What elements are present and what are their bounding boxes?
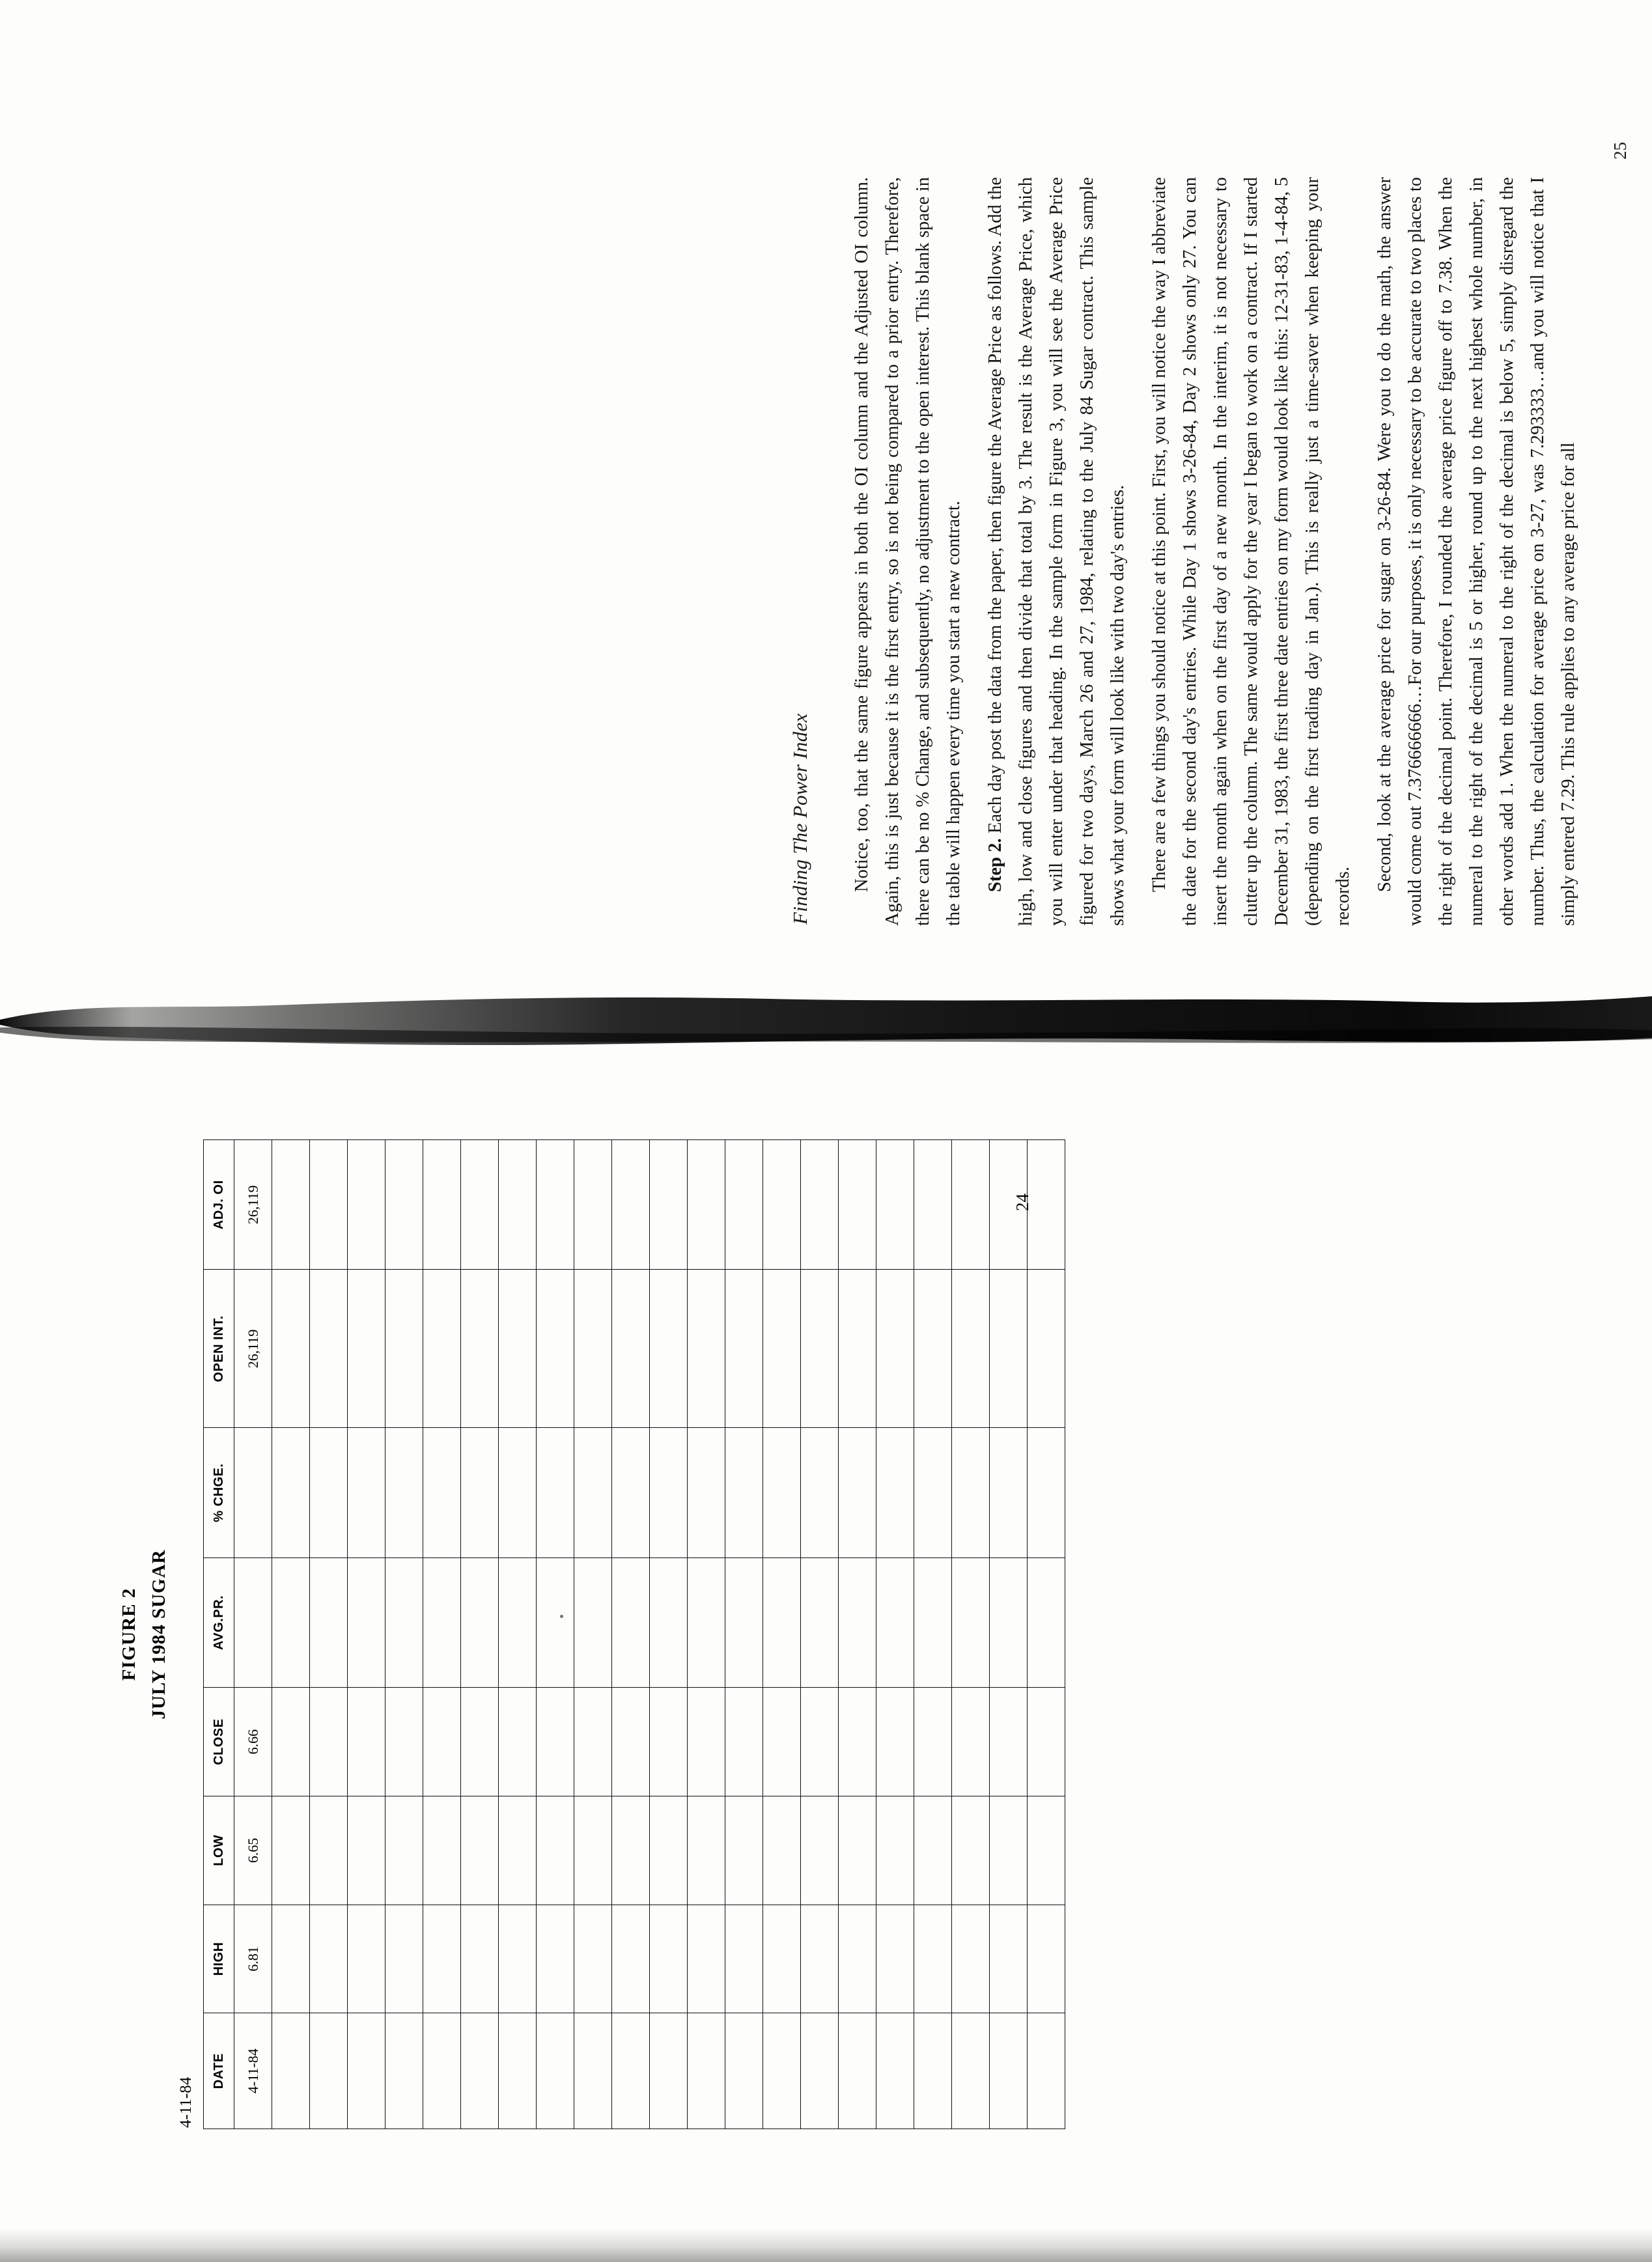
table-cell: 6.65 [234, 1796, 272, 1905]
table-cell [876, 1905, 914, 2013]
table-cell [612, 1557, 650, 1687]
table-cell [537, 2013, 574, 2129]
table-cell [801, 1688, 839, 1796]
table-cell [423, 1905, 461, 2013]
col-header-adjusted-oi: ADJ. OI [204, 1140, 234, 1270]
table-cell [839, 1140, 876, 1270]
table-cell [348, 1796, 385, 1905]
table-row [725, 1140, 763, 2129]
table-cell [839, 1796, 876, 1905]
table-cell [725, 1428, 763, 1557]
table-cell [272, 1557, 310, 1687]
table-row [272, 1140, 310, 2129]
table-cell [688, 1688, 725, 1796]
table-row [876, 1140, 914, 2129]
table-cell [310, 1270, 348, 1428]
table-row [348, 1140, 385, 2129]
table-cell [348, 1270, 385, 1428]
table-cell [612, 1688, 650, 1796]
table-cell [612, 2013, 650, 2129]
page-number-25: 25 [1610, 142, 1630, 160]
table-cell [763, 1557, 801, 1687]
table-cell [1028, 1796, 1065, 1905]
col-header-date: DATE [204, 2013, 234, 2129]
table-cell [725, 1688, 763, 1796]
table-cell [990, 1557, 1028, 1687]
table-cell [650, 1557, 688, 1687]
table-cell [763, 1796, 801, 1905]
text-page-rotated-container [785, 7, 1652, 970]
figure-page [104, 1100, 1120, 2168]
table-cell [385, 1140, 423, 1270]
table-cell [801, 1428, 839, 1557]
table-cell [423, 1140, 461, 1270]
table-cell [763, 2013, 801, 2129]
table-cell [914, 1270, 952, 1428]
paragraph-1: Notice, too, that the same figure appears in both the OI column and the Adjusted OI column. Again, this is just because it is the first entry, so is not being compared to a prior entry. Therefore, there can be no % Change, and subsequently, no adjustment to the open interest. This blank space in the table will happen every time you start a new contract. [852, 177, 964, 926]
table-cell [310, 1796, 348, 1905]
table-cell [725, 1557, 763, 1687]
table-cell [461, 1557, 499, 1687]
table-cell [348, 1905, 385, 2013]
table-cell [272, 2013, 310, 2129]
col-header-open-interest: OPEN INT. [204, 1270, 234, 1428]
table-cell [385, 1428, 423, 1557]
table-cell [499, 1270, 537, 1428]
table-cell [537, 1557, 574, 1687]
table-row [537, 1140, 574, 2129]
table-cell [725, 1796, 763, 1905]
table-cell: 6.66 [234, 1688, 272, 1796]
table-row [234, 1140, 272, 2129]
table-cell [914, 1140, 952, 1270]
table-cell [348, 1557, 385, 1687]
table-cell [1028, 1688, 1065, 1796]
table-cell [234, 1428, 272, 1557]
table-cell [914, 1796, 952, 1905]
table-cell [423, 2013, 461, 2129]
table-cell [688, 1557, 725, 1687]
table-cell [272, 1270, 310, 1428]
table-row [423, 1140, 461, 2129]
table-cell [612, 1270, 650, 1428]
table-cell [537, 1905, 574, 2013]
step2-label: Step 2. [985, 838, 1005, 892]
ledger-body [234, 1140, 1065, 2129]
table-cell [461, 1688, 499, 1796]
table-cell [688, 1905, 725, 2013]
page-number-24: 24 [1013, 1194, 1032, 1211]
table-cell [461, 1270, 499, 1428]
table-cell [763, 1905, 801, 2013]
table-cell [914, 1688, 952, 1796]
table-row [688, 1140, 725, 2129]
table-cell [801, 1140, 839, 1270]
figure-subtitle: JULY 1984 SUGAR [148, 1549, 169, 1720]
table-cell [650, 1796, 688, 1905]
table-cell [499, 2013, 537, 2129]
table-cell [801, 1270, 839, 1428]
table-row [310, 1140, 348, 2129]
table-cell [499, 1428, 537, 1557]
table-cell [725, 1270, 763, 1428]
col-header-close: CLOSE [204, 1688, 234, 1796]
table-cell [574, 2013, 612, 2129]
table-row [914, 1140, 952, 2129]
body-text-column [847, 177, 1584, 926]
table-cell [499, 1905, 537, 2013]
table-cell [650, 1905, 688, 2013]
table-cell [1028, 1428, 1065, 1557]
table-cell [461, 1140, 499, 1270]
table-row [801, 1140, 839, 2129]
paragraph-2 [980, 177, 1133, 926]
table-cell [801, 2013, 839, 2129]
table-cell [688, 2013, 725, 2129]
table-cell [310, 1428, 348, 1557]
table-cell [650, 1428, 688, 1557]
table-cell [839, 1428, 876, 1557]
table-cell [537, 1270, 574, 1428]
table-cell [650, 2013, 688, 2129]
table-cell [310, 1688, 348, 1796]
table-cell [839, 1905, 876, 2013]
table-cell [499, 1557, 537, 1687]
table-cell [385, 2013, 423, 2129]
table-cell [650, 1270, 688, 1428]
table-cell [423, 1557, 461, 1687]
table-cell [990, 1428, 1028, 1557]
table-cell [423, 1270, 461, 1428]
table-cell [952, 1140, 990, 1270]
table-cell [499, 1688, 537, 1796]
table-cell [1028, 1140, 1065, 1270]
table-row [499, 1140, 537, 2129]
ledger-header [204, 1140, 234, 2129]
table-cell [499, 1796, 537, 1905]
table-row [461, 1140, 499, 2129]
table-cell [1028, 1270, 1065, 1428]
table-cell [461, 2013, 499, 2129]
table-cell [385, 1796, 423, 1905]
table-cell [876, 1428, 914, 1557]
table-cell [914, 1428, 952, 1557]
table-cell [385, 1688, 423, 1796]
table-cell [688, 1796, 725, 1905]
table-cell: 6.81 [234, 1905, 272, 2013]
text-page [785, 7, 1652, 970]
paragraph-2-text: Each day post the data from the paper, then figure the Average Price as follows. Add the high, low and close figures and then divide that total by 3. The result is the Average Price, which you will enter under that heading. In the sample form in Figure 3, you will see the Average Price figured for two days, March 26 and 27, 1984, relating to the July 84 Sugar contract. This sample shows what your form will look like with two day's entries. [985, 177, 1128, 926]
table-cell [763, 1270, 801, 1428]
table-cell [725, 2013, 763, 2129]
sugar-ledger-table [203, 1139, 1065, 2129]
table-cell [272, 1905, 310, 2013]
scan-speck [560, 1615, 563, 1618]
table-cell [574, 1905, 612, 2013]
header-row [204, 1140, 234, 2129]
table-cell [574, 1688, 612, 1796]
table-cell [876, 2013, 914, 2129]
table-cell [385, 1905, 423, 2013]
running-head: Finding The Power Index [789, 713, 811, 925]
table-cell [423, 1688, 461, 1796]
table-cell [801, 1796, 839, 1905]
table-cell [952, 1270, 990, 1428]
table-cell [688, 1270, 725, 1428]
table-cell [272, 1428, 310, 1557]
table-row [612, 1140, 650, 2129]
table-cell [612, 1796, 650, 1905]
col-header-high: HIGH [204, 1905, 234, 2013]
table-cell [310, 2013, 348, 2129]
table-cell [461, 1428, 499, 1557]
table-cell: 26,119 [234, 1270, 272, 1428]
col-header-pct-change: % CHGE. [204, 1428, 234, 1557]
table-cell [310, 1905, 348, 2013]
table-cell [423, 1428, 461, 1557]
table-cell [1028, 1905, 1065, 2013]
table-cell [876, 1270, 914, 1428]
table-cell [763, 1140, 801, 1270]
table-row [385, 1140, 423, 2129]
table-cell [461, 1905, 499, 2013]
table-cell [574, 1270, 612, 1428]
table-cell [272, 1796, 310, 1905]
table-cell [537, 1688, 574, 1796]
table-cell [952, 1428, 990, 1557]
table-row [574, 1140, 612, 2129]
table-cell [952, 1905, 990, 2013]
table-cell [876, 1796, 914, 1905]
table-cell [348, 2013, 385, 2129]
table-cell [801, 1905, 839, 2013]
table-row [952, 1140, 990, 2129]
table-cell [310, 1557, 348, 1687]
table-cell [574, 1557, 612, 1687]
table-cell [839, 2013, 876, 2129]
table-cell [914, 1905, 952, 2013]
table-row [990, 1140, 1028, 2129]
table-cell [952, 1796, 990, 1905]
table-cell [876, 1688, 914, 1796]
table-cell [914, 2013, 952, 2129]
table-cell [1028, 2013, 1065, 2129]
table-cell [348, 1428, 385, 1557]
table-cell [914, 1557, 952, 1687]
table-cell [876, 1140, 914, 1270]
table-cell [1028, 1557, 1065, 1687]
table-cell [688, 1428, 725, 1557]
table-cell [499, 1140, 537, 1270]
table-cell [537, 1140, 574, 1270]
table-cell [763, 1428, 801, 1557]
table-cell [612, 1140, 650, 1270]
figure-title: FIGURE 2 [119, 1587, 139, 1681]
table-cell [839, 1270, 876, 1428]
table-cell [385, 1557, 423, 1687]
table-cell [952, 2013, 990, 2129]
table-cell [348, 1688, 385, 1796]
table-cell [990, 1796, 1028, 1905]
table-cell [876, 1557, 914, 1687]
table-cell [725, 1140, 763, 1270]
col-header-low: LOW [204, 1796, 234, 1905]
figure-page-rotated-container [104, 1100, 1120, 2168]
page-bottom-shadow [0, 2228, 1652, 2262]
table-cell [990, 1270, 1028, 1428]
col-header-avg-price: AVG.PR. [204, 1557, 234, 1687]
table-cell [537, 1428, 574, 1557]
table-cell [650, 1140, 688, 1270]
table-cell [763, 1688, 801, 1796]
table-cell [990, 1688, 1028, 1796]
table-cell [990, 1905, 1028, 2013]
table-row [650, 1140, 688, 2129]
table-row [763, 1140, 801, 2129]
figure-corner-label: 4-11-84 [177, 2076, 195, 2128]
table-cell [725, 1905, 763, 2013]
table-cell [461, 1796, 499, 1905]
table-cell [574, 1796, 612, 1905]
table-cell [612, 1905, 650, 2013]
table-cell [650, 1688, 688, 1796]
table-cell [272, 1140, 310, 1270]
table-cell [272, 1688, 310, 1796]
paragraph-4: Second, look at the average price for sugar on 3-26-84. Were you to do the math, the answer would come out 7.376666666…For our purposes, it is only necessary to be accurate to two places to the right of the decimal point. Therefore, I rounded the average price figure off to 7.38. When the numeral to the right of the decimal is 5 or higher, round up to the next highest whole number, in other words add 1. When the numeral to the right of the decimal is below 5, simply disregard the number. Thus, the calculation for average price on 3-27, was 7.293333…and you will notice that I simply entered 7.29. This rule applies to any average price for all [1375, 177, 1578, 926]
table-cell [348, 1140, 385, 1270]
table-cell [385, 1270, 423, 1428]
table-cell: 4-11-84 [234, 2013, 272, 2129]
table-cell [612, 1428, 650, 1557]
table-cell [234, 1557, 272, 1687]
table-row [1028, 1140, 1065, 2129]
table-cell [537, 1796, 574, 1905]
paragraph-3: There are a few things you should notice at this point. First, you will notice the way I abbreviate the date for the second day's entries. While Day 1 shows 3-26-84, Day 2 shows only 27. You can insert the month again when on the first day of a new month. In the interim, it is not necessary to clutter up the column. The same would apply for the year I began to work on a contract. If I started December 31, 1983, the first three date entries on my form would look like this: 12-31-83, 1-4-84, 5 (depending on the first trading day in Jan.). This is really just a time-saver when keeping your records. [1149, 177, 1353, 926]
table-cell: 26,119 [234, 1140, 272, 1270]
table-cell [688, 1140, 725, 1270]
table-row [839, 1140, 876, 2129]
table-cell [839, 1557, 876, 1687]
table-cell [990, 2013, 1028, 2129]
table-cell [310, 1140, 348, 1270]
table-cell [574, 1428, 612, 1557]
table-cell [839, 1688, 876, 1796]
table-cell [423, 1796, 461, 1905]
table-cell [574, 1140, 612, 1270]
table-cell [952, 1688, 990, 1796]
table-cell [801, 1557, 839, 1687]
table-cell [952, 1557, 990, 1687]
